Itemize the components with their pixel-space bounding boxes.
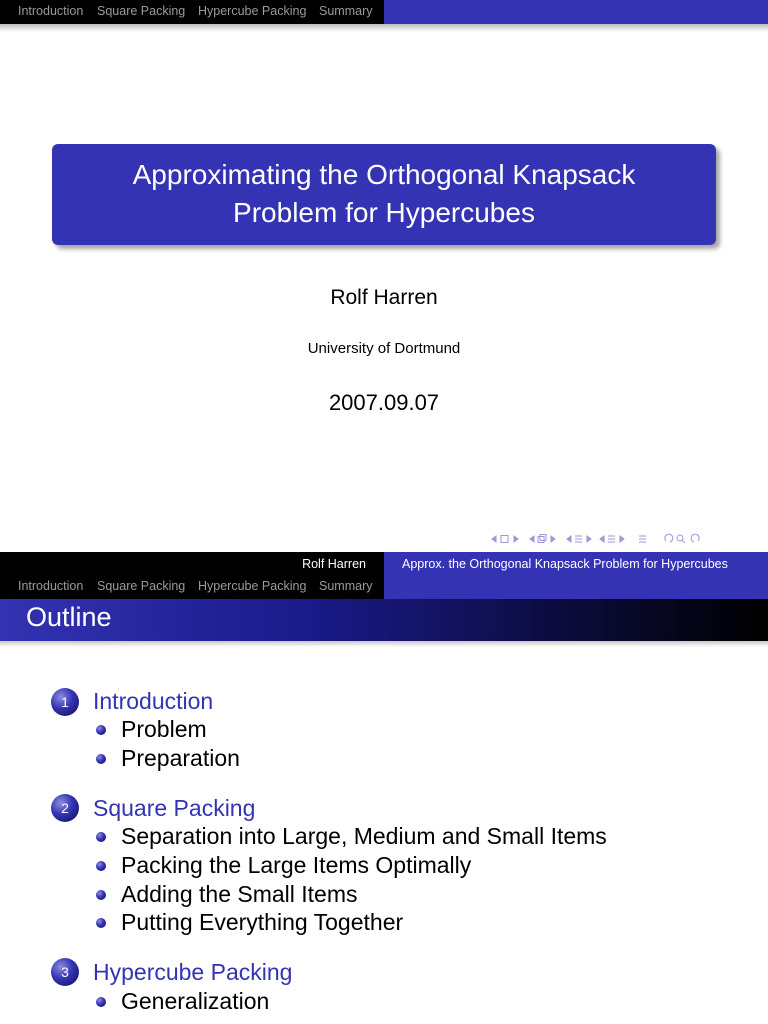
- subsection-link-separation[interactable]: Separation into Large, Medium and Small Items: [121, 823, 607, 849]
- subsection-link-large-items[interactable]: Packing the Large Items Optimally: [121, 852, 472, 878]
- footline-author: Rolf Harren: [302, 557, 366, 571]
- nav-introduction-link[interactable]: Introduction: [18, 4, 84, 18]
- bullet-icon: [96, 861, 106, 871]
- institute-name: University of Dortmund: [307, 340, 461, 357]
- nav-subsection-next-icon[interactable]: [551, 536, 555, 542]
- section-number-ball: 3: [51, 958, 79, 986]
- section-link-hypercube-packing[interactable]: Hypercube Packing: [93, 959, 293, 985]
- nav-square-packing-link[interactable]: Square Packing: [97, 579, 186, 593]
- nav-bar-top: [0, 0, 768, 24]
- nav-frame-prev-icon[interactable]: [492, 536, 496, 542]
- section-link-square-packing[interactable]: Square Packing: [93, 795, 256, 821]
- nav-section-next-icon[interactable]: [587, 536, 591, 542]
- title-box: [52, 144, 716, 245]
- presentation-date: 2007.09.07: [328, 390, 440, 415]
- author-name: Rolf Harren: [330, 286, 438, 309]
- nav-subsection-prev-icon[interactable]: [530, 536, 534, 542]
- nav-bar-outline: [0, 576, 768, 599]
- nav-forward-icon[interactable]: [691, 534, 699, 542]
- bullet-icon: [96, 918, 106, 928]
- nav-subsection2-prev-icon[interactable]: [600, 536, 604, 542]
- nav-summary-link[interactable]: Summary: [319, 579, 373, 593]
- nav-back-icon[interactable]: [665, 534, 673, 542]
- footline-short-title: Approx. the Orthogonal Knapsack Problem for Hypercubes: [402, 557, 728, 571]
- subsection-link-small-items[interactable]: Adding the Small Items: [121, 881, 358, 907]
- subsection-link-problem[interactable]: Problem: [121, 716, 207, 742]
- nav-subsection2-icon[interactable]: [608, 536, 615, 542]
- frame-title: Outline: [26, 602, 112, 632]
- section-number-ball: 1: [51, 688, 79, 716]
- bullet-icon: [96, 890, 106, 900]
- nav-hypercube-packing-link[interactable]: Hypercube Packing: [198, 4, 307, 18]
- nav-sections: [0, 0, 384, 24]
- subsection-link-preparation[interactable]: Preparation: [121, 745, 240, 771]
- bullet-icon: [96, 997, 106, 1007]
- frame-title-shadow: [0, 641, 768, 647]
- nav-summary-link[interactable]: Summary: [319, 4, 373, 18]
- nav-hypercube-packing-link[interactable]: Hypercube Packing: [198, 579, 307, 593]
- nav-frame-icon[interactable]: [501, 536, 508, 543]
- title-line-2: Problem for Hypercubes: [233, 197, 535, 228]
- nav-section-prev-icon[interactable]: [567, 536, 571, 542]
- nav-search-icon[interactable]: [677, 535, 685, 543]
- bullet-icon: [96, 725, 106, 735]
- nav-subsection-icon[interactable]: [538, 535, 546, 543]
- nav-section-icon[interactable]: [575, 536, 582, 542]
- nav-square-packing-link[interactable]: Square Packing: [97, 4, 186, 18]
- footline: [0, 552, 768, 576]
- nav-bar-shadow: [0, 24, 768, 32]
- bullet-icon: [96, 754, 106, 764]
- beamer-navigation-symbols: [490, 533, 760, 545]
- section-link-introduction[interactable]: Introduction: [93, 688, 214, 714]
- subsection-link-together[interactable]: Putting Everything Together: [121, 909, 404, 935]
- subsection-link-generalization[interactable]: Generalization: [121, 988, 270, 1014]
- frame-title-bar: [0, 599, 768, 641]
- title-line-1: Approximating the Orthogonal Knapsack: [132, 159, 636, 190]
- footline-author-box: [0, 552, 384, 576]
- footline-title-box: [384, 552, 768, 576]
- bullet-icon: [96, 832, 106, 842]
- nav-subsection2-next-icon[interactable]: [620, 536, 624, 542]
- nav-appendix-icon[interactable]: [639, 536, 646, 542]
- nav-frame-next-icon[interactable]: [514, 536, 518, 542]
- section-number-ball: 2: [51, 794, 79, 822]
- nav-introduction-link[interactable]: Introduction: [18, 579, 84, 593]
- nav-sections-outline: [0, 576, 384, 599]
